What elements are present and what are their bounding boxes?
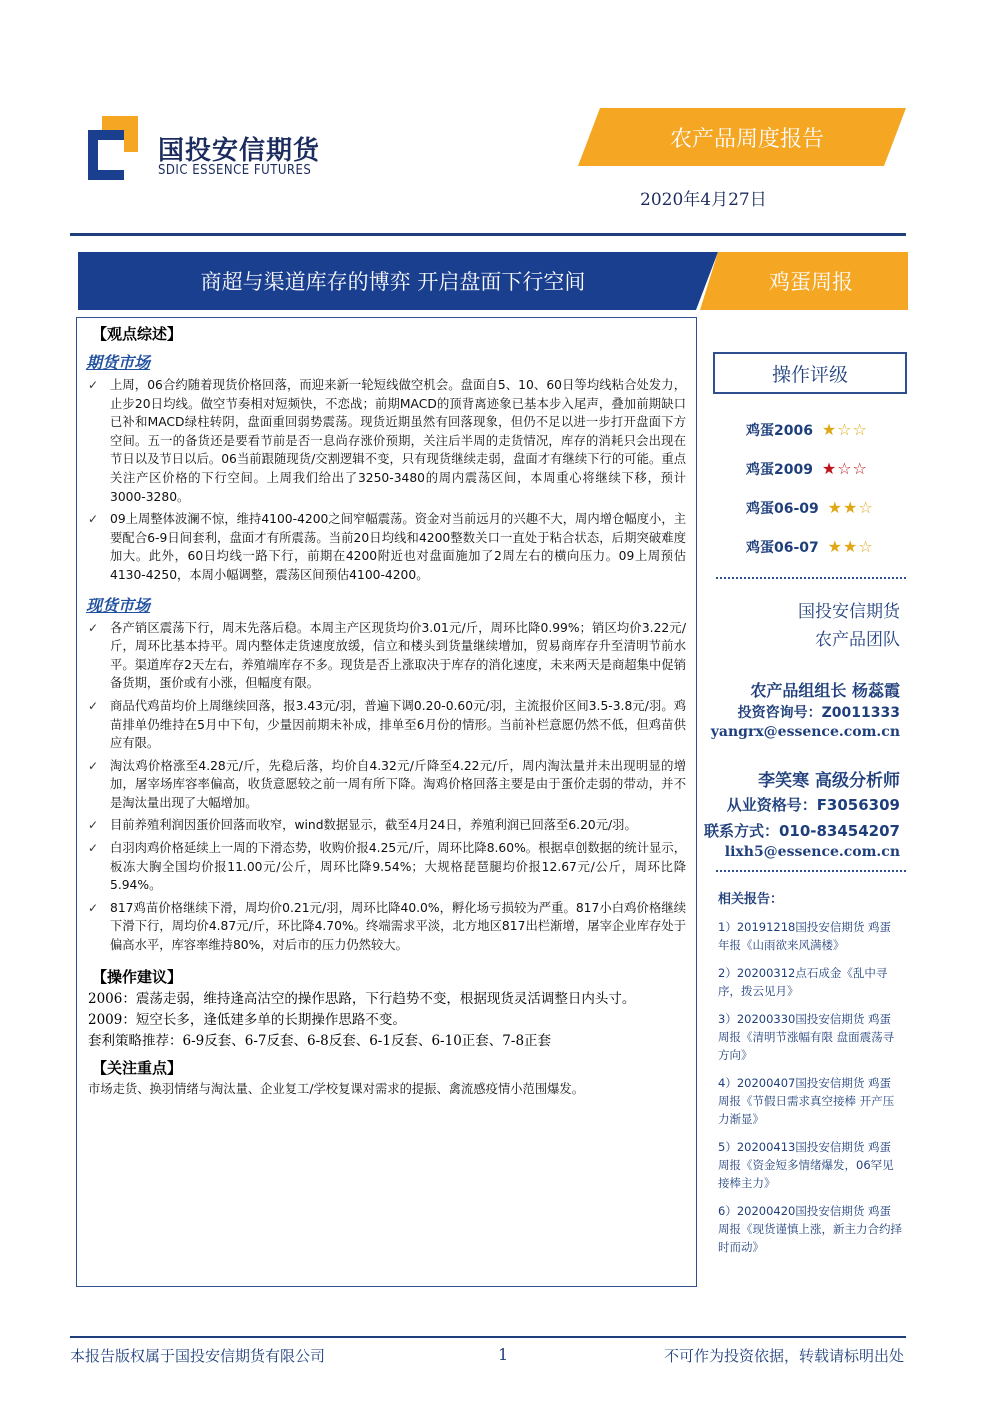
report-tag: 鸡蛋周报 [769,270,853,294]
list-item: ✓ 目前养殖利润因蛋价回落而收窄，wind数据显示，截至4月24日，养殖利润已回落至6.20元/羽。 [86,816,686,835]
check-icon: ✓ [88,620,99,635]
ops-line: 套利策略推荐：6-9反套、6-7反套、6-8反套、6-1反套、6-10正套、7-8正套 [88,1032,552,1049]
analyst2-title: 李笑寒 高级分析师 [758,771,900,791]
list-item: ✓ 淘汰鸡价格涨至4.28元/斤，先稳后落，均价自4.32元/斤降至4.22元/斤，周内淘汰量并未出现明显的增加，屠宰场库容率偏高，收货意愿较之前一周有所下降。淘鸡价格回落主要是由于蛋价走弱的带动，并不是淘汰量出现了大幅增加。 [88,758,686,810]
dotted-divider [716,870,906,872]
check-icon: ✓ [88,698,99,713]
rating-title: 操作评级 [713,352,907,394]
logo-mark-icon [88,116,138,180]
tag-banner [700,252,908,310]
spot-list [86,619,686,955]
summary-heading: 【观点综述】 [92,325,183,343]
ops-line: 2006：震荡走弱，维持逢高沽空的操作思路，下行趋势不变，根据现货灵活调整日内头寸。 [88,990,636,1007]
report-date: 2020年4月27日 [640,190,767,210]
rating-row: 鸡蛋06-09 ★★☆ [746,498,874,517]
report-type-label: 农产品周度报告 [669,126,824,152]
list-item: ✓ 白羽肉鸡价格延续上一周的下滑态势，收购价报4.25元/斤，周环比降8.60%。根据卓创数据的统计显示，板冻大胸全国均价报11.00元/公斤，周环比降9.54%；大规格琵琶腿均价报12.67元/公斤，周环比降5.94%。 [88,841,686,893]
futures-heading: 期货市场 [86,353,151,372]
logo-text-en: SDIC ESSENCE FUTURES [158,163,312,178]
list-item: ✓ 各产销区震荡下行，周末先落后稳。本周主产区现货均价3.01元/斤，周环比降0.99%；销区均价3.22元/斤，周环比基本持平。周内整体走货速度放缓，信立和楼头到货量继续增加，贸易商库存升至清明节前水平。渠道库存2天左右，养殖端库存不多。现货是否上涨取决于库存的消化速度，未来两天是商超集中促销备货期，蛋价或有小涨，但幅度有限。 [88,620,686,691]
team-block [712,598,900,654]
rating-row: 鸡蛋2006 ★☆☆ [746,420,868,439]
dotted-divider [716,577,906,579]
star-rating-icon: ★☆☆ [821,420,868,439]
team-name: 农产品团队 [815,630,900,650]
related-report-item[interactable]: 2）20200312点石成金《乱中寻序，拨云见月》 [718,966,888,998]
footer-copyright: 本报告版权属于国投安信期货有限公司 [70,1347,326,1365]
list-item: ✓ 09上周整体波澜不惊，维持4100-4200之间窄幅震荡。资金对当前远月的兴趣不大，周内增仓幅度小，主要配合6-9日间套利，盘面才有所震荡。当前20日均线和4200整数关口一直处于粘合状态，后期突破难度加大。此外，60日均线一路下行，前期在4200附近也对盘面施加了2周左右的横向压力。09上周预估4130-4250，本周小幅调整，震荡区间预估4100-4200。 [88,512,686,582]
related-report-item[interactable]: 5）20200413国投安信期货 鸡蛋周报《资金短多情绪爆发，06罕见接棒主力》 [718,1140,894,1190]
list-item: ✓ 上周，06合约随着现货价格回落，而迎来新一轮短线做空机会。盘面自5、10、60日等均线粘合处发力，止步20日均线。做空节奏相对短频快，不恋战；前期MACD的顶背离迹象已基本步入尾声，叠加前期缺口已补和MACD绿柱转阴，盘面重回弱势震荡。现货近期虽然有回落现象，但仍不足以进一步打开盘面下方空间。五一的备货还是要看节前是否一息尚存涨价预期，关注后半周的走货情况，库存的消耗只会出现在节日以及节日以后。06当前跟随现货/交割逻辑不变，只有现货继续走弱，盘面才有继续下行的可能。重点关注产区价格的下行空间。上周我们给出了3250-3480的周内震荡区间，本周重心将继续下移，预计3000-3280。 [88,378,686,504]
list-item: ✓ 817鸡苗价格继续下滑，周均价0.21元/羽，周环比降40.0%，孵化场亏损较为严重。817小白鸡价格继续下滑下行，周均价4.87元/斤，环比降4.70%。终端需求平淡，北方地区817出栏渐增，屠宰企业库存处于偏高水平，库容率维持80%，对后市的压力仍然较大。 [88,900,686,953]
company-name: 国投安信期货 [798,602,900,622]
focus-text: 市场走货、换羽情绪与淘汰量、企业复工/学校复课对需求的提振、禽流感疫情小范围爆发。 [88,1081,585,1096]
related-report-item[interactable]: 1）20191218国投安信期货 鸡蛋年报《山雨欲来风满楼》 [718,920,892,952]
spot-heading: 现货市场 [86,595,151,615]
ops-heading: 【操作建议】 [92,967,183,986]
report-title: 商超与渠道库存的博弈 开启盘面下行空间 [200,270,586,294]
footer-divider [70,1336,906,1338]
analyst1-email[interactable]: yangrx@essence.com.cn [710,724,900,740]
check-icon: ✓ [88,841,99,856]
page-number: 1 [498,1345,509,1364]
related-report-item[interactable]: 4）20200407国投安信期货 鸡蛋周报《节假日需求真空接棒 开产压力渐显》 [718,1076,895,1126]
futures-list [86,376,686,585]
analyst2-email[interactable]: lixh5@essence.com.cn [724,844,900,860]
rating-row: 鸡蛋06-07 ★★☆ [746,537,874,556]
ops-line: 2009：短空长多，逢低建多单的长期操作思路不变。 [88,1011,406,1028]
logo-text-cn: 国投安信期货 [158,136,321,166]
check-icon: ✓ [88,378,99,392]
star-rating-icon: ★★☆ [827,498,874,517]
main-content [86,322,686,1099]
analyst1-license: 投资咨询号：Z0011333 [737,705,900,721]
check-icon: ✓ [88,818,99,833]
header-divider [70,233,906,236]
check-icon: ✓ [88,512,99,527]
list-item: ✓ 商品代鸡苗均价上周继续回落，报3.43元/羽，普遍下调0.20-0.60元/羽，主流报价区间3.5-3.8元/羽。鸡苗排单仍维持在5月中下旬，少量因前期未补成，排单至6月份的情形。当前补栏意愿仍然不低，但鸡苗供应有限。 [88,698,686,751]
check-icon: ✓ [88,758,99,773]
star-rating-icon: ★☆☆ [821,459,868,478]
related-report-item[interactable]: 3）20200330国投安信期货 鸡蛋周报《清明节涨幅有限 盘面震荡寻方向》 [718,1012,895,1062]
company-logo [88,116,328,180]
check-icon: ✓ [88,900,99,915]
star-rating-icon: ★★☆ [827,537,874,556]
title-banner [78,252,718,310]
footer-disclaimer: 不可作为投资依据，转载请标明出处 [664,1347,905,1365]
analyst2-license: 从业资格号：F3056309 [726,796,900,814]
rating-row: 鸡蛋2009 ★☆☆ [746,459,868,478]
analyst2-phone: 联系方式：010-83454207 [703,822,900,840]
related-report-item[interactable]: 6）20200420国投安信期货 鸡蛋周报《现货谨慎上涨，新主力合约择时而动》 [718,1204,902,1254]
focus-heading: 【关注重点】 [92,1058,183,1077]
report-type-banner [578,108,906,166]
related-reports-title: 相关报告： [718,892,784,907]
analyst1-title: 农产品组组长 杨蕊霞 [750,681,900,700]
